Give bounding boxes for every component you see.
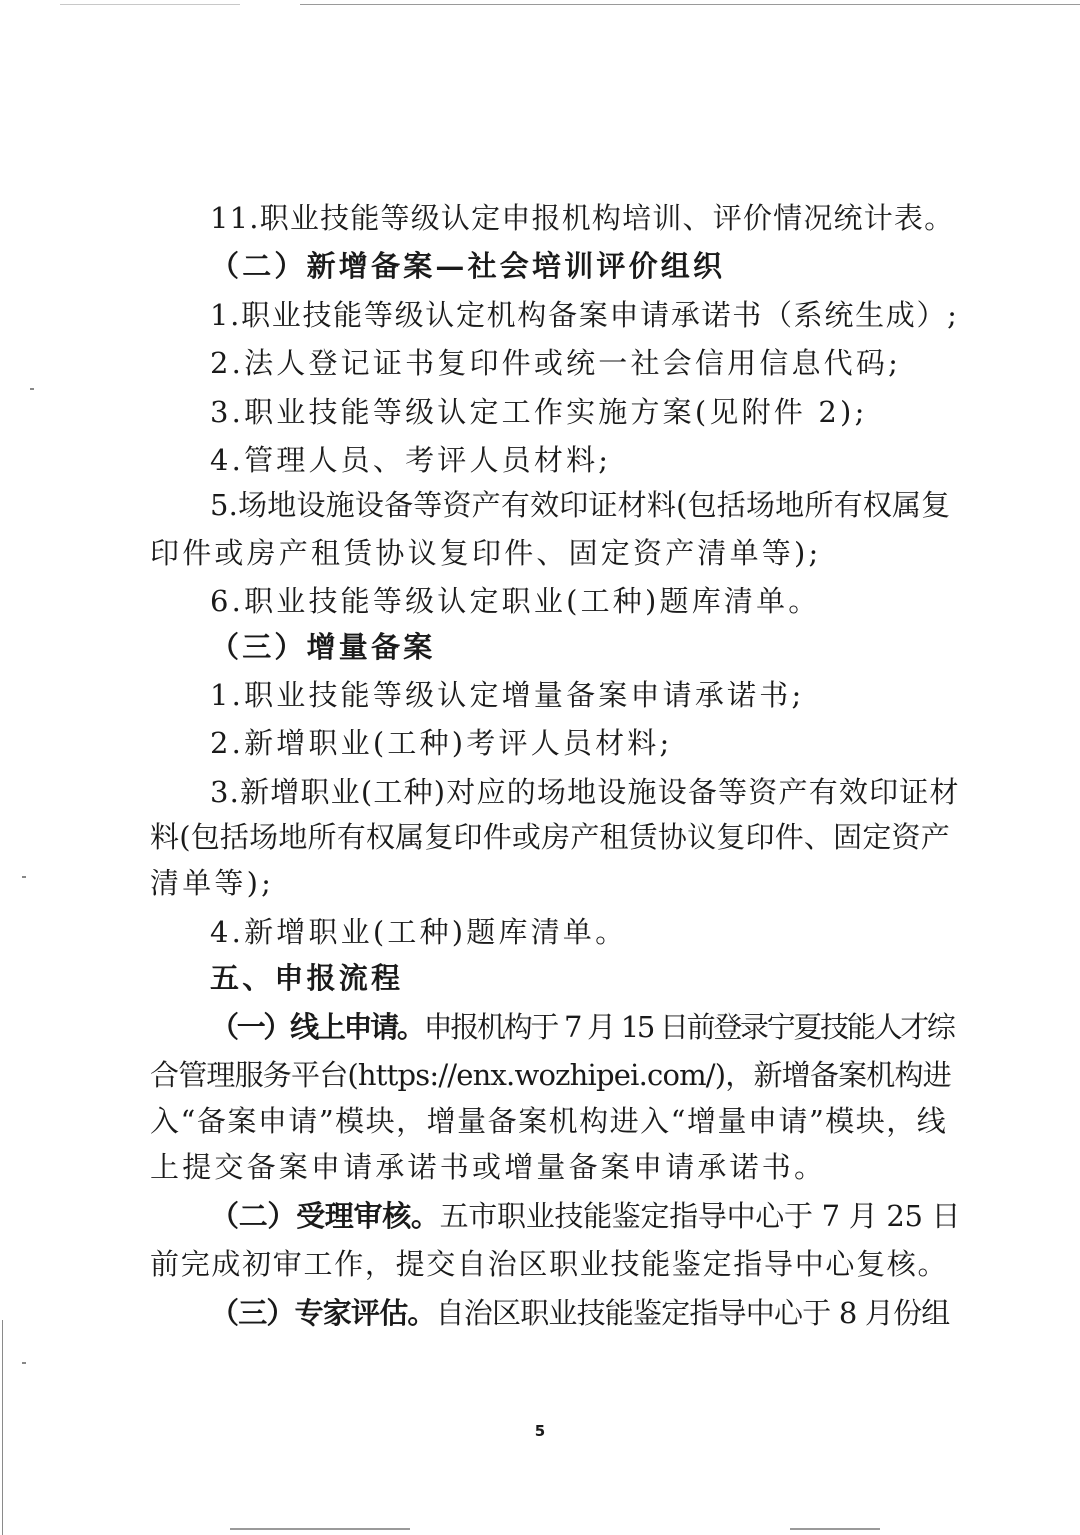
list-item: 2.法人登记证书复印件或统一社会信用信息代码; xyxy=(210,346,902,380)
list-item: 5.场地设施设备等资产有效印证材料(包括场地所有权属复 xyxy=(210,488,951,522)
chapter-heading: 五、申报流程 xyxy=(210,961,404,995)
list-item-continuation: 印件或房产租赁协议复印件、固定资产清单等); xyxy=(150,536,822,570)
scan-speck xyxy=(22,1362,26,1364)
scan-edge-bottom xyxy=(230,1528,410,1530)
paragraph-line: 前完成初审工作，提交自治区职业技能鉴定指导中心复核。 xyxy=(150,1247,949,1281)
page-number: 5 xyxy=(534,1422,546,1440)
section-heading: （三）增量备案 xyxy=(210,630,436,664)
paragraph-line: 合管理服务平台(https://enx.wozhipei.com/)，新增备案机构进 xyxy=(150,1058,951,1092)
list-item: 3.新增职业(工种)对应的场地设施设备等资产有效印证材 xyxy=(210,775,960,809)
list-item: 4.管理人员、考评人员材料; xyxy=(210,443,612,477)
paragraph-text: 自治区职业技能鉴定指导中心于 8 月份组 xyxy=(435,1296,950,1330)
list-item: 1.职业技能等级认定增量备案申请承诺书; xyxy=(210,678,805,712)
process-step-expert xyxy=(210,1290,960,1336)
paragraph-text: 五市职业技能鉴定指导中心于 7 月 25 日 xyxy=(439,1199,961,1233)
scan-speck xyxy=(30,388,34,390)
list-item: 4.新增职业(工种)题库清单。 xyxy=(210,915,628,949)
paragraph-line: 上提交备案申请承诺书或增量备案申请承诺书。 xyxy=(150,1150,827,1184)
process-step-review xyxy=(210,1193,960,1239)
scan-edge-bottom xyxy=(790,1528,880,1530)
process-step-online xyxy=(210,1004,960,1050)
scan-edge-top xyxy=(300,4,1080,5)
section-heading: （二）新增备案—社会培训评价组织 xyxy=(210,249,726,283)
list-item: 2.新增职业(工种)考评人员材料; xyxy=(210,726,673,760)
list-item: 1.职业技能等级认定机构备案申请承诺书（系统生成）; xyxy=(210,298,959,332)
process-step-title: （一）线上申请。 xyxy=(210,1010,424,1044)
scan-edge-top xyxy=(60,4,240,5)
list-item: 11.职业技能等级认定申报机构培训、评价情况统计表。 xyxy=(210,201,955,235)
list-item-continuation: 清单等); xyxy=(150,866,275,900)
process-step-title: （三）专家评估。 xyxy=(210,1296,436,1330)
paragraph-text: 申报机构于 7 月 15 日前登录宁夏技能人才综 xyxy=(423,1010,954,1044)
scan-speck xyxy=(22,876,26,878)
process-step-title: （二）受理审核。 xyxy=(210,1199,440,1233)
list-item: 3.职业技能等级认定工作实施方案(见附件 2); xyxy=(210,395,868,429)
list-item-continuation: 料(包括场地所有权属复印件或房产租赁协议复印件、固定资产 xyxy=(150,820,950,854)
list-item: 6.职业技能等级认定职业(工种)题库清单。 xyxy=(210,584,821,618)
paragraph-line: 入“备案申请”模块，增量备案机构进入“增量申请”模块，线 xyxy=(150,1104,948,1138)
